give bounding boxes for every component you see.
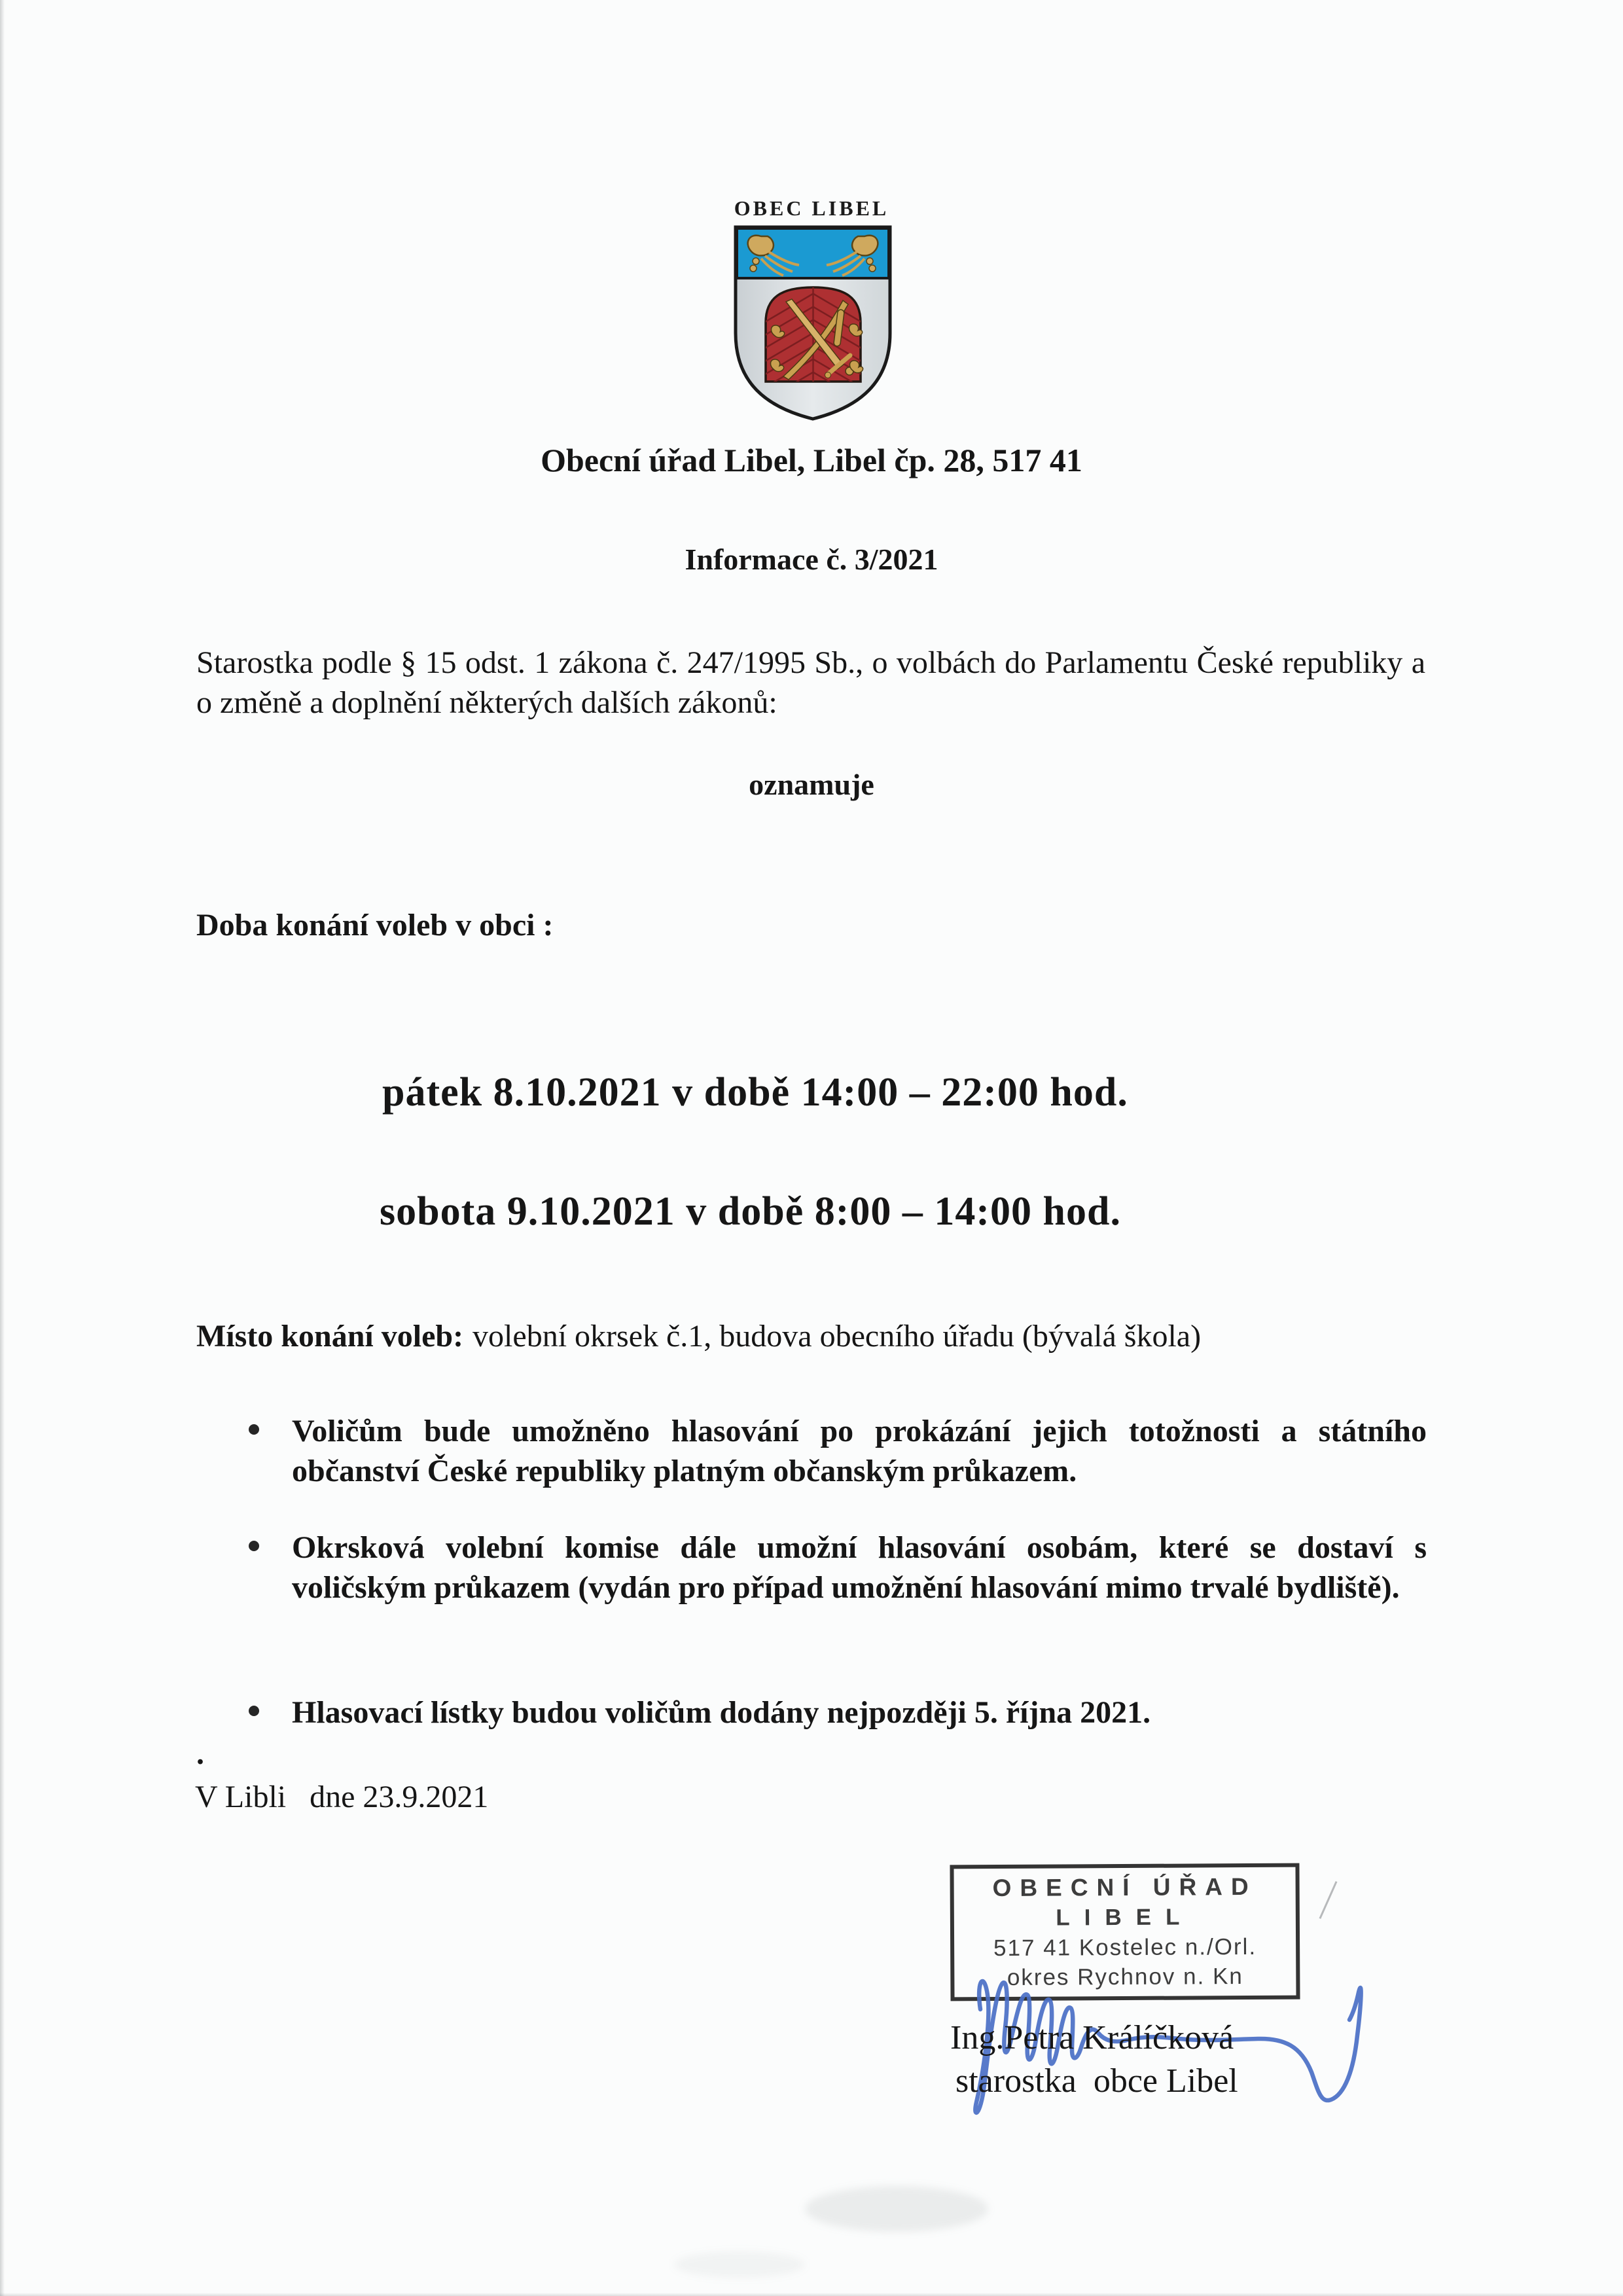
stamp-line-postal: 517 41 Kostelec n./Orl. [993, 1933, 1257, 1961]
signatory-title: starostka obce Libel [955, 2062, 1238, 2100]
office-address-line: Obecní úřad Libel, Libel čp. 28, 517 41 [541, 442, 1082, 478]
saturday-schedule-line: sobota 9.10.2021 v době 8:00 – 14:00 hod. [380, 1189, 1121, 1234]
list-item [241, 1693, 1427, 1732]
polling-place-line [196, 1318, 1201, 1354]
coat-of-arms-caption: OBEC LIBEL [734, 196, 889, 220]
signatory-name: Ing.Petra Králíčková [950, 2019, 1234, 2056]
bullet-text: Hlasovací lístky budou voličům dodány nejpozději 5. října 2021. [292, 1695, 1151, 1730]
bullet-text: Voličům bude umožněno hlasování po prokázání jejich totožnosti a státního občanství České republiky platným občanským průkazem. [292, 1414, 1427, 1488]
stamp-line-office: OBECNÍ ÚŘAD [992, 1873, 1257, 1902]
list-item [241, 1411, 1427, 1491]
polling-place-value: volební okrsek č.1, budova obecního úřadu (bývalá škola) [473, 1319, 1202, 1354]
scan-edge-bottom [0, 2293, 1623, 2296]
friday-schedule-line: pátek 8.10.2021 v době 14:00 – 22:00 hod. [382, 1070, 1128, 1115]
stray-period-mark: . [196, 1736, 204, 1771]
notice-title: Informace č. 3/2021 [685, 543, 938, 576]
stamp-line-municipality: LIBEL [1056, 1904, 1194, 1931]
scan-edge-left [0, 0, 5, 2296]
place-and-date-line: V Libli dne 23.9.2021 [195, 1780, 489, 1814]
bullet-icon [249, 1541, 259, 1551]
scan-scratch-mark [1319, 1881, 1338, 1919]
municipal-coat-of-arms-icon [731, 223, 895, 425]
intro-paragraph: Starostka podle § 15 odst. 1 zákona č. 247/1995 Sb., o volbách do Parlamentu České republiky a o změně a doplnění některých dalších zákonů: [196, 645, 1425, 720]
schedule-heading: Doba konání voleb v obci : [196, 908, 554, 942]
polling-place-label: Místo konání voleb: [196, 1319, 464, 1354]
official-rubber-stamp [950, 1863, 1300, 2001]
list-item [241, 1528, 1427, 1607]
bullet-text: Okrsková volební komise dále umožní hlasování osobám, které se dostaví s voličským průkazem (vydán pro případ umožnění hlasování mimo trvalé bydliště). [292, 1530, 1427, 1605]
scan-smudge [805, 2186, 988, 2232]
bullet-icon [249, 1424, 259, 1435]
bullet-icon [249, 1706, 259, 1716]
announcement-word: oznamuje [749, 768, 874, 801]
scan-smudge [674, 2251, 805, 2278]
stamp-line-district: okres Rychnov n. Kn [1007, 1963, 1243, 1990]
